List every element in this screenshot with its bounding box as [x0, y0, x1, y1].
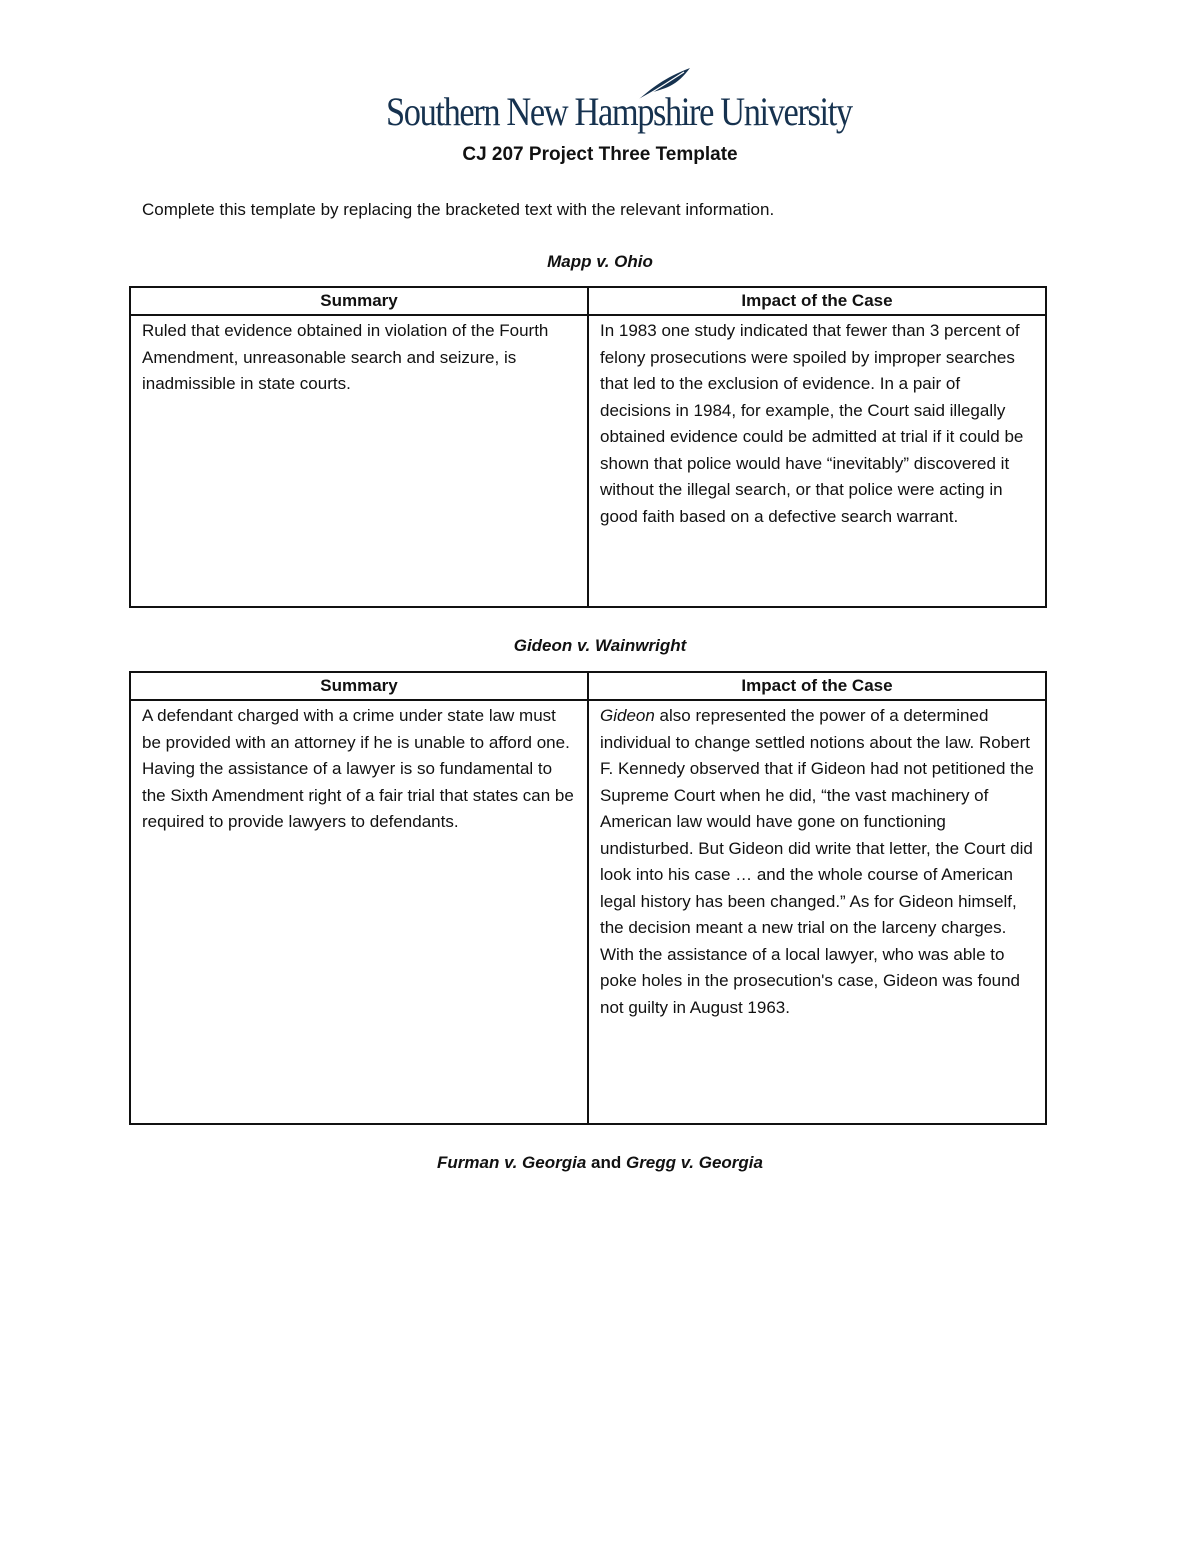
impact-cell: In 1983 one study indicated that fewer than 3 percent of felony prosecutions were spoiled by improper searches that led to the exclusion of evidence. In a pair of decisions in 1984, for example, the Court said illegally obtained evidence could be admitted at trial if it could be shown that police would have “inevitably” discovered it without the illegal search, or that police were acting in good faith based on a defective search warrant. — [588, 315, 1046, 607]
summary-column-header: Summary — [130, 287, 588, 315]
case-heading-mapp: Mapp v. Ohio — [547, 252, 653, 271]
document-title: CJ 207 Project Three Template — [462, 144, 738, 165]
case-heading-furman: Furman v. Georgia — [437, 1153, 587, 1172]
case-heading-gregg: Gregg v. Georgia — [625, 1153, 763, 1172]
impact-text: also represented the power of a determined individual to change settled notions about the law. Robert F. Kennedy observed that if Gideon had not petitioned the Supreme Court when he did, “the vast machinery of American law would have gone on functioning undisturbed. But Gideon did write that letter, the Court did look into his case … and the whole course of American legal history has been changed.” As for Gideon himself, the decision meant a new trial on the larceny charges. With the assistance of a local lawyer, who was able to poke holes in the prosecution's case, Gideon was found not guilty in August 1963. — [600, 706, 1034, 1017]
table-row — [130, 315, 1046, 607]
case-table-mapp — [129, 286, 1047, 608]
impact-column-header: Impact of the Case — [588, 672, 1046, 700]
summary-cell: A defendant charged with a crime under state law must be provided with an attorney if he is unable to afford one. Having the assistance of a lawyer is so fundamental to the Sixth Amendment right of a fair trial that states can be required to provide lawyers to defendants. — [130, 700, 588, 1124]
summary-column-header: Summary — [130, 672, 588, 700]
summary-cell: Ruled that evidence obtained in violation of the Fourth Amendment, unreasonable search and seizure, is inadmissible in state courts. — [130, 315, 588, 607]
case-heading-gideon: Gideon v. Wainwright — [513, 636, 687, 655]
table-header-row — [130, 672, 1046, 700]
impact-cell — [588, 700, 1046, 1124]
case-heading-furman-gregg — [0, 1153, 1200, 1173]
university-logo — [386, 66, 852, 138]
impact-lead-word: Gideon — [600, 706, 655, 725]
table-row — [130, 700, 1046, 1124]
impact-column-header: Impact of the Case — [588, 287, 1046, 315]
case-table-gideon — [129, 671, 1047, 1125]
instructions-text: Complete this template by replacing the bracketed text with the relevant information. — [142, 200, 775, 219]
table-header-row — [130, 287, 1046, 315]
university-name: Southern New Hampshire University — [386, 89, 852, 134]
feather-icon — [634, 66, 694, 102]
case-heading-joiner: and — [586, 1153, 626, 1172]
